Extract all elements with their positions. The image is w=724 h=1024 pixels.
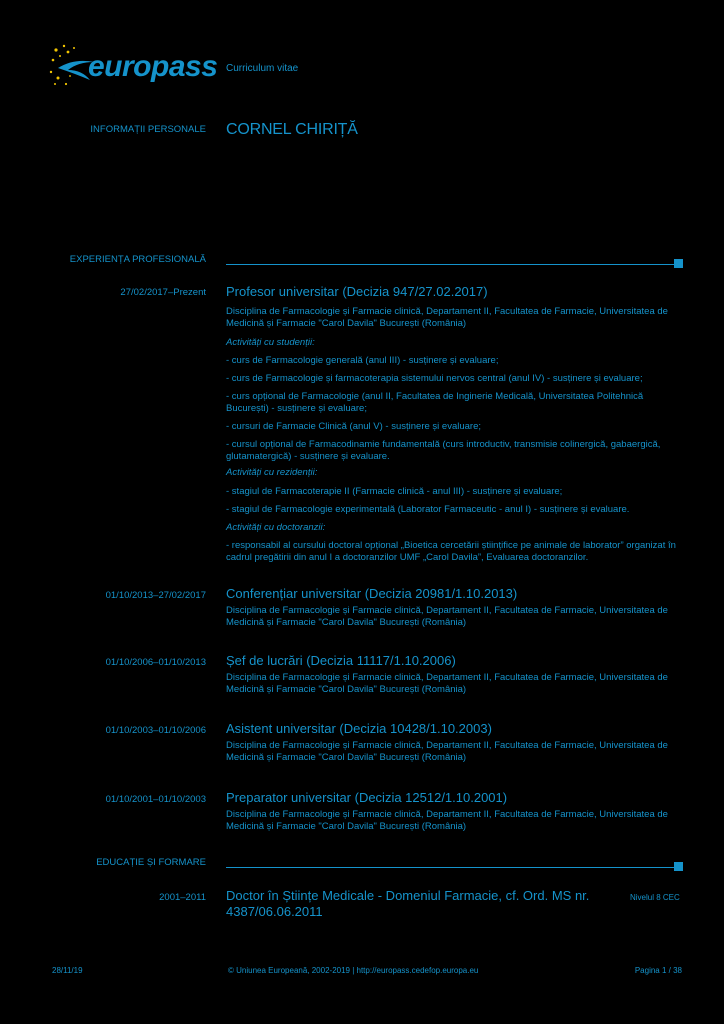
education-date: 2001–2011 [159,892,206,903]
footer-page-number: Pagina 1 / 38 [634,966,682,975]
job-detail: - stagiul de Farmacoterapie II (Farmacie clinică - anul III) - susținere și evaluare; [226,486,563,497]
job-detail: - stagiul de Farmacologie experimentală (Laborator Farmaceutic - anul I) - susținere și evaluare. [226,504,630,515]
job-detail: - responsabil al cursului doctoral opțional „Bioetica cercetării științifice pe animale de laborator” organizat în cadrul pregătirii din anul I a doctoranzilor UMF „Carol Davila”, Evaluarea doctoranzilor. [226,540,676,563]
job-date: 01/10/2003–01/10/2006 [105,725,206,736]
section-label-education: EDUCAȚIE ȘI FORMARE [96,857,206,868]
job-title: Asistent universitar (Decizia 10428/1.10.2003) [226,721,492,736]
job-title: Conferențiar universitar (Decizia 20981/1.10.2013) [226,586,518,601]
job-employer: Disciplina de Farmacologie și Farmacie clinică, Departament II, Facultatea de Farmacie, Universitatea de Medicină și Farmacie "Carol Davila" București (România) [226,809,668,832]
section-marker [674,259,683,268]
job-title: Șef de lucrări (Decizia 11117/1.10.2006) [226,653,456,668]
education-level: Nivelul 8 CEC [630,893,680,902]
education-title: Doctor în Științe Medicale - Domeniul Farmacie, cf. Ord. MS nr. 4387/06.06.2011 [226,888,590,919]
section-divider [226,264,674,265]
job-detail: - curs de Farmacologie generală (anul III) - susținere și evaluare; [226,355,499,366]
job-employer: Disciplina de Farmacologie și Farmacie clinică, Departament II, Facultatea de Farmacie, Universitatea de Medicină și Farmacie "Carol Davila" București (România) [226,306,668,329]
job-detail: Activități cu studenții: [226,337,315,348]
job-title: Preparator universitar (Decizia 12512/1.10.2001) [226,790,508,805]
job-employer: Disciplina de Farmacologie și Farmacie clinică, Departament II, Facultatea de Farmacie, Universitatea de Medicină și Farmacie "Carol Davila" București (România) [226,740,668,763]
job-detail: - cursuri de Farmacie Clinică (anul V) - susținere și evaluare; [226,421,482,432]
job-detail: - cursul opțional de Farmacodinamie fundamentală (curs introductiv, transmisie colinergică, gabaergică, glutamatergică) - susținere și evaluare. [226,439,661,462]
person-name: CORNEL CHIRIȚĂ [226,121,358,138]
europass-logo [48,40,218,92]
job-title: Profesor universitar (Decizia 947/27.02.2017) [226,284,488,299]
job-date: 01/10/2006–01/10/2013 [105,657,206,668]
job-date: 01/10/2001–01/10/2003 [105,794,206,805]
footer-copyright: © Uniunea Europeană, 2002-2019 | http://europass.cedefop.europa.eu [228,966,479,975]
job-detail: Activități cu rezidenții: [226,467,318,478]
job-employer: Disciplina de Farmacologie și Farmacie clinică, Departament II, Facultatea de Farmacie, Universitatea de Medicină și Farmacie "Carol Davila" București (România) [226,605,668,628]
job-detail: Activități cu doctoranzii: [226,522,326,533]
job-employer: Disciplina de Farmacologie și Farmacie clinică, Departament II, Facultatea de Farmacie, Universitatea de Medicină și Farmacie "Carol Davila" București (România) [226,672,668,695]
section-label-personal: INFORMAȚII PERSONALE [90,124,206,135]
europass-wordmark: europass [88,50,218,83]
job-date: 27/02/2017–Prezent [120,287,206,298]
job-detail: - curs opțional de Farmacologie (anul II, Facultatea de Inginerie Medicală, Universitatea Politehnică București) - susținere și evaluare; [226,391,644,414]
document-title: Curriculum vitae [226,63,299,74]
job-date: 01/10/2013–27/02/2017 [105,590,206,601]
footer-date: 28/11/19 [52,966,83,975]
section-label-experience: EXPERIENȚA PROFESIONALĂ [69,254,206,265]
section-divider [226,867,674,868]
section-marker [674,862,683,871]
job-detail: - curs de Farmacologie și farmacoterapia sistemului nervos central (anul IV) - susținere și evaluare; [226,373,643,384]
